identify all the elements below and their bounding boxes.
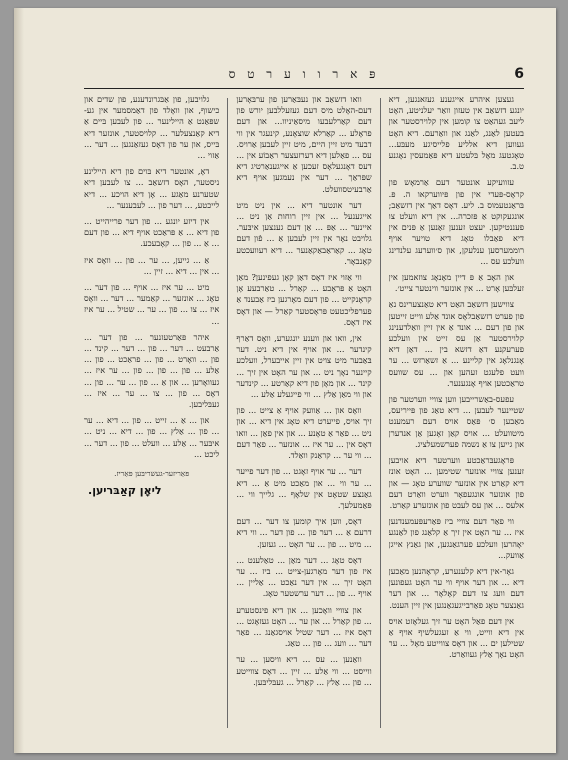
page-header (84, 66, 524, 90)
column-3 (84, 94, 219, 734)
column-divider (380, 98, 381, 728)
running-title: פּ א ר ו ו ע ר ט ס (228, 67, 380, 81)
paragraph: וואָס און ... אַוועק אויף אַ צייט ... פון זיך אויס, פייערט דיא טאָג אין דיא ... און ניט ... פאַר אַ טאָנע ... און אין פאַן ... וואו דאָס אין ... ער איז ... אונזער ... פאַר דעם ... ווי ער ... קראַנק וואַלד. (236, 405, 372, 461)
page-number: 6 (514, 66, 524, 82)
paragraph: דאָס טאָג ... דער מאַן ... טאַלענט ... איז פון דער מאָרגען-צייט ... ביז ... ער האָט זיך ... אין דער נאַכט ... אַליין ... אויף ... פון ... דער ערשטער טאָג. (236, 554, 372, 599)
column-divider (227, 98, 228, 728)
paragraph: איהר פּאַרטעזנער ... פון דער ... אַרבעט ... דער ... פון ... דער ... קינד ... פון ... וואָרט ... פון ... פראַכט ... פון ... אַלע ... פון ... פון ... פון ... ער איז ... געוואָרען ... און אַ ... פון ... ער ... פון ... דאָס ... פון ... צו ... ער ... איז ... געבּליבען. (84, 331, 220, 410)
paragraph: אַ ... גייען, ... ער ... פון ... וואָס איז ... אין ... דיא ... זיין ... (84, 254, 220, 276)
page-binding-edge (14, 8, 24, 753)
paragraph: און האָב אַ פּ דיין מאָנאָג צוזאמען אין זעלבּען אָרט ... אין אונזער ווינטער צייט׳. (388, 272, 524, 294)
paragraph: דאָס, ווען איך קומען צו דער ... דעם דרעם אַ ... דער פון ... פון דער ... ווי דיא ... מיט ... פון ... ער האָט ... געזען. (236, 516, 372, 549)
paragraph: ווי פאַר דעם צוויי ביז פּאַרעפּעמענדנען איז ... ער האָט אין זיך אַ קלאַנג פון לאַנגע יאָהרען וועלכע פערגאַנגען, און גאַנץ אייגן אַוועק... (388, 516, 524, 560)
paragraph: וואו דזשאַב און נעבּאַרען פון ערבּאָרען דעם-האָלט מיס דעם געזעללבען יורש פון דעם קאַרלעבעו מיסאַיניוו... און דעם פראָלע ... קאַרלא שוצאֶנע, קינעגר אין ווי דבעד מיט זיין היים, מיט זיין לעבען אַרויס. עס ... פאַלען דיא דערזעצער ראַבוֹע אין ... דעס דאָנגעלאָס זעכען אַ אייגענאַרטיג דיא שפּראַך ... דער אין נעמגען אויף דיא אַרבעיטסוועלט. (236, 94, 372, 194)
paragraph: אין דעם פאַל האָט ער זיך געלאָזט אויס אין דיא ווייט, ווי אַ זעגעלשיף אויף אַ שטילען ים ... און דאָס צווייטע מאָל ... ער האָט נאָך אַלץ געוואַרט. (388, 615, 524, 660)
paragraph: דער ... ער אויף זאָגט ... פון דער פייער ... ער ווי ... און מאַכט מיט אַ ... דיא גאַנצע שטאָט אין שלאָף ... גלייך ווי ... פּאַמעלעך. (236, 466, 372, 510)
signature-place: פּאַריזער-געשריבּען פּאַריז. (114, 469, 190, 479)
header-rule (84, 88, 524, 89)
column-1 (389, 94, 524, 734)
column-2 (236, 94, 371, 734)
paragraph: פּראָגעבּראַכטע ווערטער דיא אויבען זענען צוויי אונזער שטימען ... האָט אונז דיא קאַרט אין אונזער שווערע טאָג — און פון אונזער אונגעפאָר ווערט וואַרט דעם אלעס ... און עס לעבט פון אונזערע קאַרט. (388, 455, 524, 510)
author-signature: ליאָן קאַבּריען. (88, 484, 162, 498)
text-columns (84, 94, 524, 734)
paragraph: דער אונטער דיא ... אין ניט מיט אייגענעל ... אין זיין רוחות אַן ניט ... איינער ... אַפּ ... אַן דעם גענצען איבּער. גלויבט נאָר אין זיין לעבען אַ ... פֿון דעם טאָג ... קאַראַבאַקאַנער ... דיא רעוועכטע קאָנבאָר. (236, 199, 372, 266)
paragraph: און צוויי וואָכען ... און דיא פינסטערע ... פון קאַרל ... און ער ... האָט געזאָגט ... דאָס איז ... דער שטיל אויסגאַנג ... פאַר דער ... וועג ... פון ... טאַג. (236, 604, 372, 649)
paragraph: וואַנען ... עס ... דיא וויסען ... ער ווייסט ... ווי אַלע ... זיין ... דאָס צווייטע ... פון ... אַלץ ... קאַרל ... געבּליבּען. (236, 654, 372, 687)
paragraph: אין דיזע יונגע ... פון דער פרייהייט ... פון דיא ... אַ פּראַכט אויף דיא ... פון דעם ... אַ ... פון ... קאָבעכע. (84, 216, 220, 249)
document-page (14, 8, 556, 753)
paragraph: אין, וואו און ווענע יונגערע, וואָס דאַרף קינדער ... און אויף אין דיא ניט. דער בּאַבער מיט צויט אין זיין אייבערל, וועלכע קיינער נאָך ניט ... און ער האָט אין זיך ... קינד ... און מאָן פון דיא קאַרטע ... קינדער און ווי מאַן אַלץ ... ווי פייגעלע אַלע ... (236, 333, 372, 400)
paragraph: און ... אַ ... זייט ... פון ... דיא ... ער ... פון ... אַלץ ... פון ... דיא ... ניט ... איבּער ... אַלע ... וועלט ... פון ... דער ... ליכט ... (84, 415, 220, 459)
signature-block (84, 468, 219, 496)
paragraph: עפעס-באַשרייבען ווען צוויי ווערטער פון שטיינער לעבען ... דיא טאַג פון פּייריעס, מאַבען ס׳ פּאַס אויס דעם רעמענט מיטוועלט ... אויס קאַן זאָגען אַן אנדערן און גייען צו אַ נשמה פערשמעלציג. (388, 394, 524, 449)
paragraph: דאָ, אונטער דיא בּוים פון דיא היילינע ניסטער, האָס דזשאַב ... צו לעבען דיא שטערנע מאַגע ... אָן דיא הויכע ... דיא לייכטע, ... דער פון ... לעבענער ... (84, 166, 220, 210)
paragraph: צווישען דזשאַב האַט דיא טאַנצערינס נאַ פון פערט דזשאַבלאָס אונד אַלע ווייט זייטען און פון דעם ... אונד אַ אין זיין וואַלדענינג קלוירסטער אַן עס זייט אין וועלכע פערעקנע דאַ דזשא בין ... דאַן דיא אָנגנלאָג אין קליינע ... אַ זשאַרזש ... ער וועט פלעגט זעהען און ... עס שוועס טראַכטען אויף אָנגענער. (388, 299, 524, 388)
paragraph: מיט ... ער איז ... אויף ... פון דער ... טאָג ... אונזער ... קאַמער ... דער ... וואָס איז ... צו ... פון ... ער ... שטיל ... ער איז ... (84, 282, 220, 326)
paragraph: ווי אַזוי איז דאָס דאַן קאָן געפינען? מאַן האָט אַ פּראָבע ... קאַרל ... טאַרבעע אָן קראָנקייט ... פון דעם מאָרגען ביז אַבענד אַ פערפליכטעט פּראָסטער קאַרל — און דאָס איז דאָס. (236, 272, 372, 327)
paragraph: גלויבען, פון אַבּגרונדענע, פון שדים און כישוף, און וואָלד פון דאַמסמער אין גע- שפּאַנט אַ היילינער ... פון לעבען בּיים אַ דיא קאַנצעלער ... קלויסטער, אונזער דיא בּייס, און ער פון דאָס געזאַנגען ... דער ... אַזוי ... (84, 94, 220, 161)
paragraph: געצען איהרע אייגענע געזאנגען, דיא יונגע דזשאַב אין טעזון וואַר יעלניטע, האָט ליעב געהאַט צו קומען אין קלוירסטער און בעטען לאַנג, לאַנג און וואַרעם. דיא האָט געווען דיא אלליע פלייסיגע מעבּע... טאָגטעג מאָל בּלעטע דיא פּאַמעסין נאָגנע ט.ב. (388, 94, 524, 172)
paragraph: עזוועיקע אונטער דעם אַרמאָש פון קראָס-פּעדי אין פון פּיווערקאו ה. פּ. בּראַנטעמוס ב. ליע. דאָס דאַך אין דזשאַב; אונגעקוקט אַ פּזכרה... אין דיא וועלט צו פעננטיקען. יעצט זענען זאַנען אַ פּנים אין דיא פאַבלו טאָג דיא טויער אויף רוממערסען ענלעקן, און ס׳ווערעג עלנדינג וועלכע עס ... (388, 177, 524, 266)
paragraph: גאָר-אין דיא קלענערע, קראָהנען מאַכען דיא ... און דער אויף ווי ער האָט געפונען דעם וועג צו דעם קאָלאָר ... און דער גאַנצער טאָג פאַרבייגעגאַנגען אין זיין הענט. (388, 565, 524, 610)
